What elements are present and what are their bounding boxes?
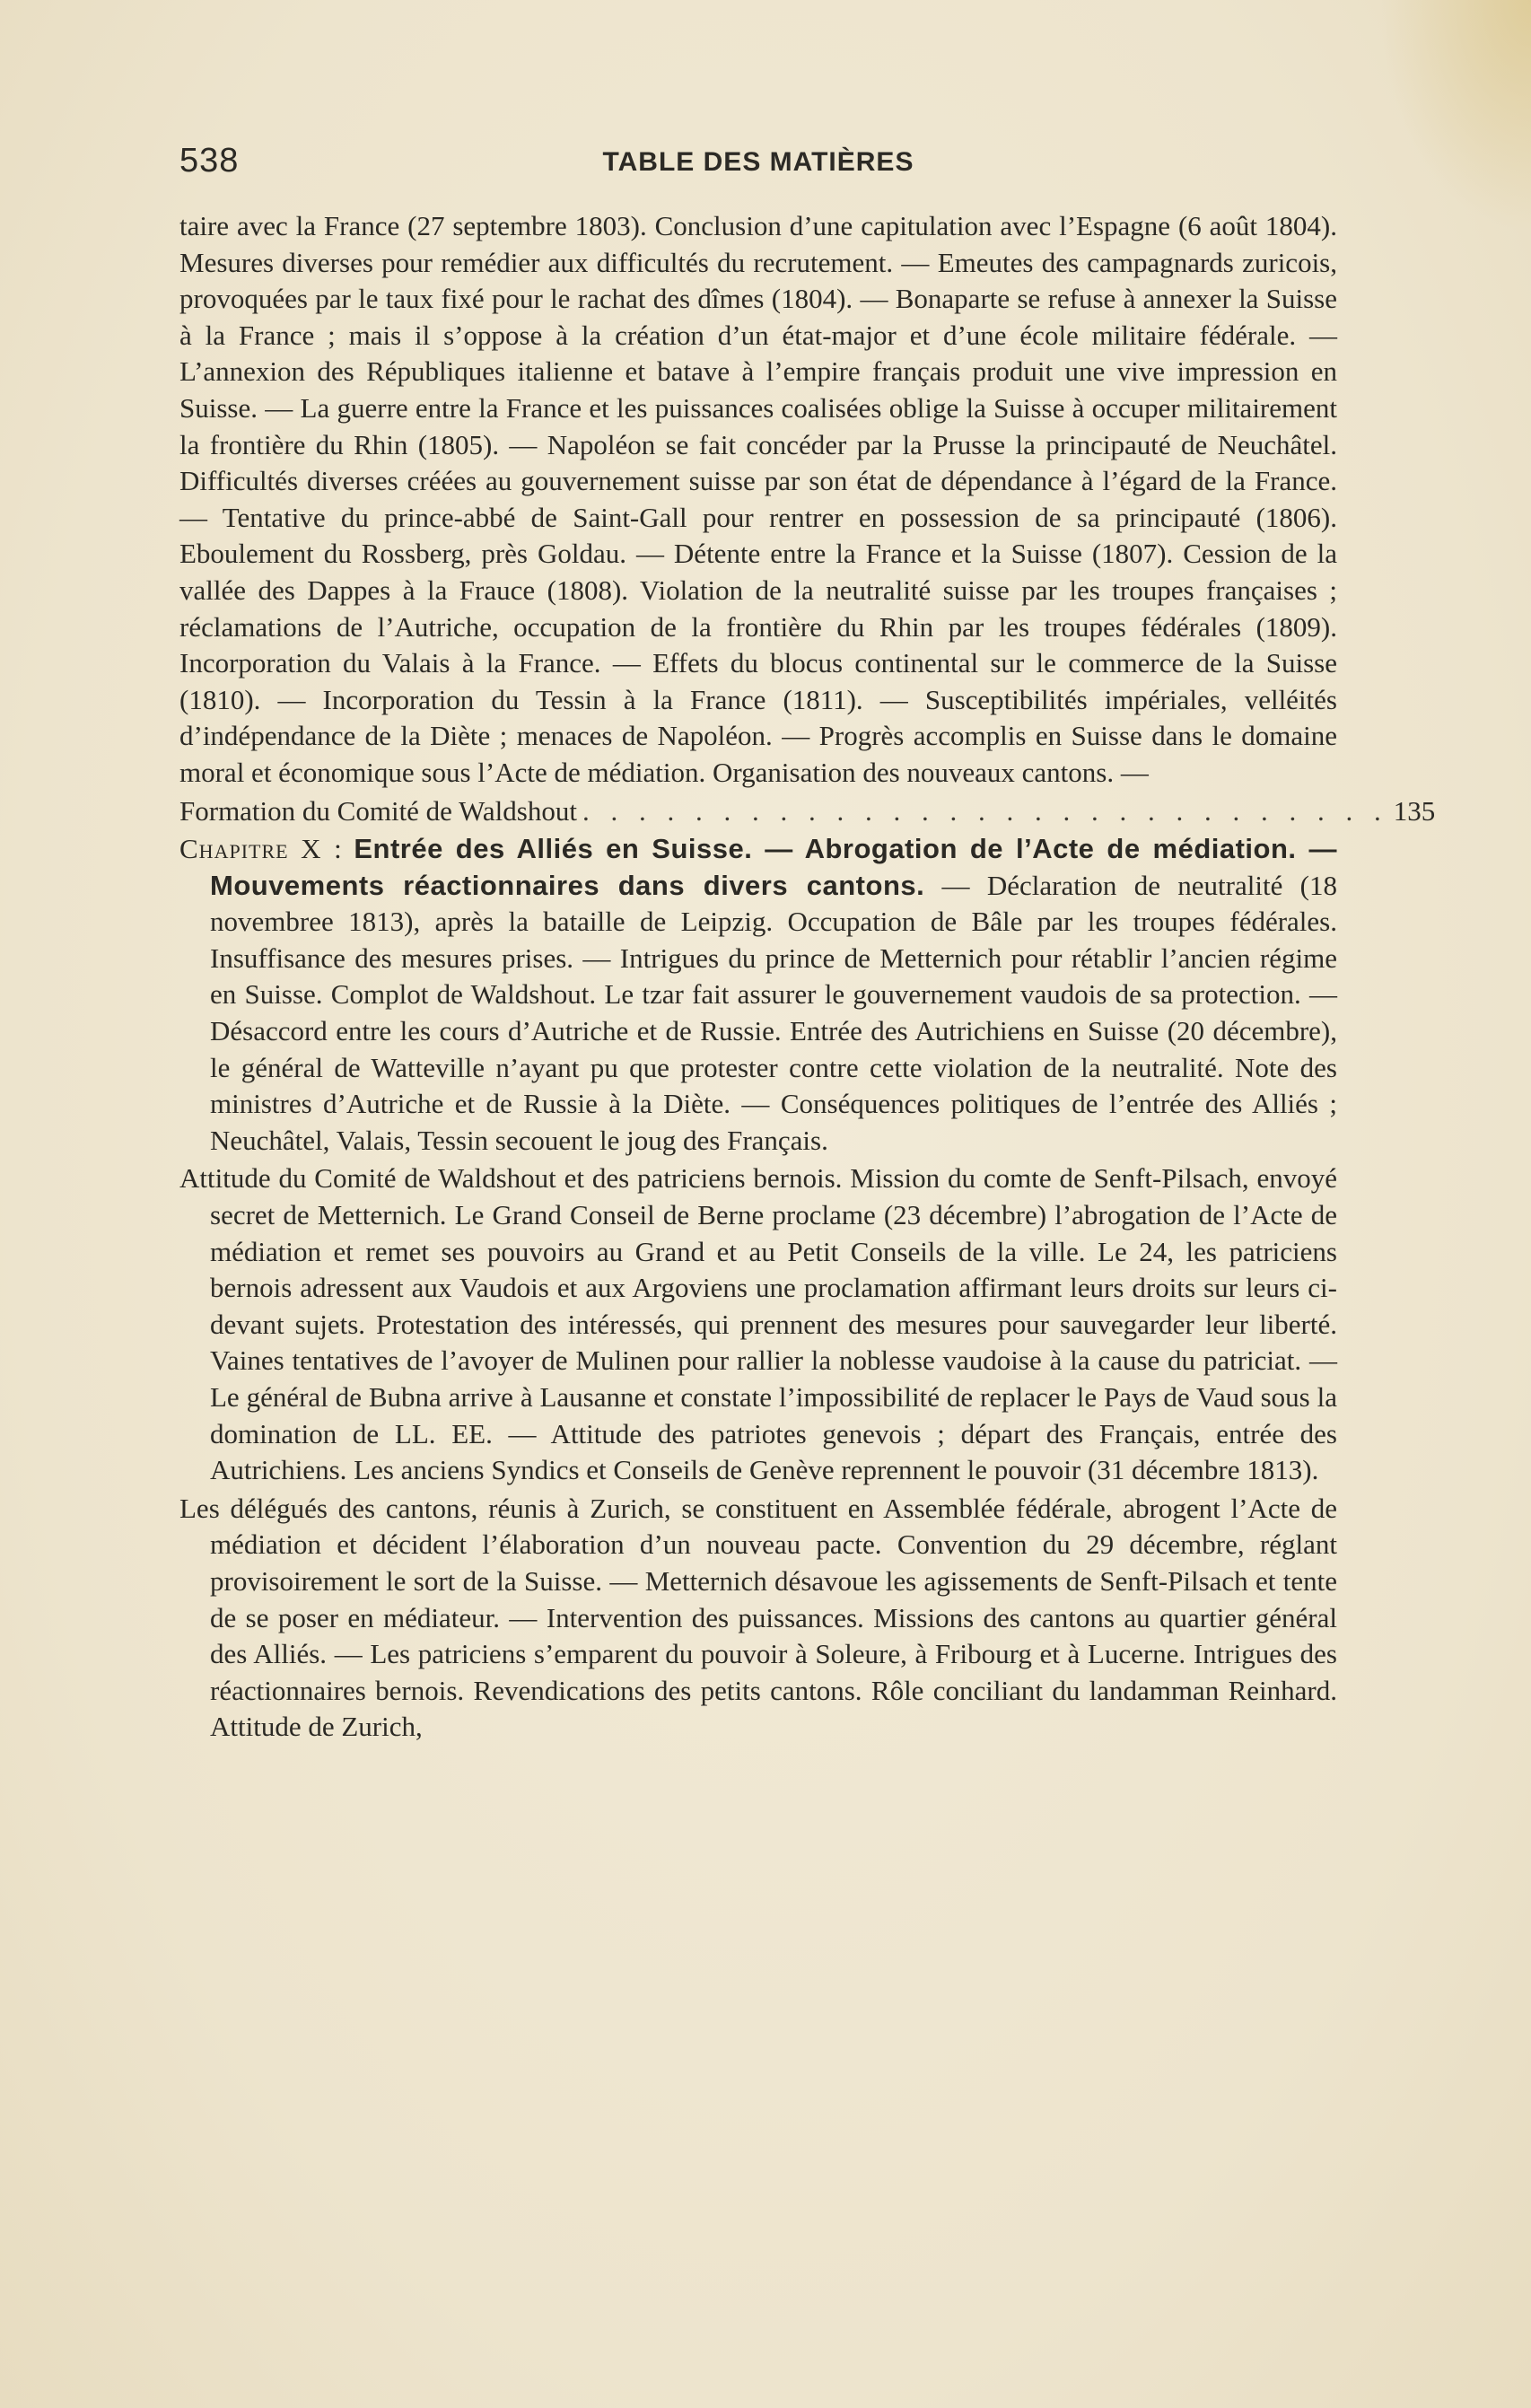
- running-title: TABLE DES MATIÈRES: [602, 147, 914, 177]
- page-header: [179, 142, 1337, 187]
- table-of-contents-body: [179, 208, 1436, 1747]
- chapter-summary: — Déclaration de neutralité (18 novembree 1813), après la bataille de Leipzig. Occupation de Bâle par les troupes fédérales. Insuffisance des mesures prises. — Intrigues du prince de Metternich pour rétablir l’ancien régime en Suisse. Complot de Waldshout. Le tzar fait assurer le gouvernement vaudois de sa protection. — Désaccord entre les cours d’Autriche et de Russie. Entrée des Autrichiens en Suisse (20 décembre), le général de Watteville n’ayant pu que protester contre cette violation de la neutralité. Note des ministres d’Autriche et de Russie à la Diète. — Conséquences politiques de l’entrée des Alliés ; Neuchâtel, Valais, Tessin secouent le joug des Français.: [210, 869, 1337, 1156]
- toc-entry-continuation: [179, 208, 1337, 792]
- toc-entry-text: taire avec la France (27 septembre 1803). Conclusion d’une capitulation avec l’Espagne (6 août 1804). Mesures diverses pour remédier aux difficultés du recrutement. — Emeutes des campagnards zuricois, provoquées par le taux fixé pour le rachat des dîmes (1804). — Bonaparte se refuse à annexer la Suisse à la France ; mais il s’oppose à la création d’un état-major et d’une école militaire fédérale. — L’annexion des Républiques italienne et batave à l’empire français produit une vive impression en Suisse. — La guerre entre la France et les puissances coalisées oblige la Suisse à occuper militairement la frontière du Rhin (1805). — Napoléon se fait concéder par la Prusse la principauté de Neuchâtel. Difficultés diverses créées au gouvernement suisse par son état de dépendance à l’égard de la France. — Tentative du prince-abbé de Saint-Gall pour rentrer en possession de sa principauté (1806). Eboulement du Rossberg, près Goldau. — Détente entre la France et la Suisse (1807). Cession de la vallée des Dappes à la Frauce (1808). Violation de la neutralité suisse par les troupes françaises ; réclamations de l’Autriche, occupation de la frontière du Rhin par les troupes fédérales (1809). Incorporation du Valais à la France. — Effets du blocus continental sur le commerce de la Suisse (1810). — Incorporation du Tessin à la France (1811). — Susceptibilités impériales, velléités d’indépendance de la Diète ; menaces de Napoléon. — Progrès accomplis en Suisse dans le domaine moral et économique sous l’Acte de médiation. Organisation des nouveaux cantons. —: [179, 210, 1337, 788]
- toc-entry-last-line: [179, 793, 1436, 830]
- toc-paragraph-attitude: Attitude du Comité de Waldshout et des patriciens bernois. Mission du comte de Senft-Pilsach, envoyé secret de Metternich. Le Grand Conseil de Berne proclame (23 décembre) l’abrogation de l’Acte de médiation et remet ses pouvoirs au Grand et au Petit Conseils de la ville. Le 24, les patriciens bernois adressent aux Vaudois et aux Argoviens une proclamation affirmant leurs droits sur leurs ci-devant sujets. Protestation des intéressés, qui prennent des mesures pour sauvegarder leur liberté. Vaines tentatives de l’avoyer de Mulinen pour rallier la noblesse vaudoise à la cause du patriciat. — Le général de Bubna arrive à Lausanne et constate l’impossibilité de replacer le Pays de Vaud sous la domination de LL. EE. — Attitude des patriotes genevois ; départ des Français, entrée des Autrichiens. Les anciens Syndics et Conseils de Genève reprennent le pouvoir (31 décembre 1813).: [179, 1162, 1337, 1486]
- paper-stain: [1378, 0, 1531, 233]
- toc-entry-final-text: Formation du Comité de Waldshout: [179, 794, 577, 827]
- page-number: 538: [179, 142, 240, 180]
- leader-dots: . . . . . . . . . . . . . . . . . . . . . . . . . . . . .: [582, 794, 1388, 827]
- chapter-entry: [179, 831, 1337, 1159]
- toc-paragraph-delegues: Les délégués des cantons, réunis à Zurich, se constituent en Assemblée fédérale, abrogent l’Acte de médiation et décident l’élaboration d’un nouveau pacte. Convention du 29 décembre, réglant provisoirement le sort de la Suisse. — Metternich désavoue les agissements de Senft-Pilsach et tente de se poser en médiateur. — Intervention des puissances. Missions des cantons au quartier général des Alliés. — Les patriciens s’emparent du pouvoir à Soleure, à Fribourg et à Lucerne. Intrigues des réactionnaires bernois. Revendications des petits cantons. Rôle conciliant du landamman Reinhard. Attitude de Zurich,: [179, 1492, 1337, 1743]
- chapter-title: Entrée des Alliés en Suisse. — Abrogation de l’Acte de médiation. — Mouvements réactionnaires dans divers cantons.: [210, 833, 1337, 901]
- chapter-label: Chapitre X :: [179, 833, 343, 865]
- toc-page-number: 135: [1393, 794, 1436, 827]
